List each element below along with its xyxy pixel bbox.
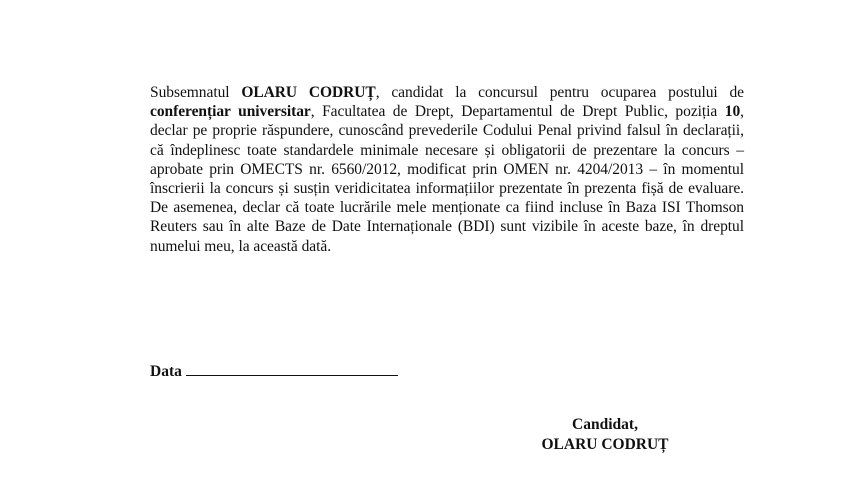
date-blank-line	[186, 361, 398, 376]
signature-name: OLARU CODRUȚ	[541, 436, 669, 453]
declaration-text-1: Subsemnatul	[150, 84, 242, 101]
date-line	[150, 361, 398, 381]
signature-role: Candidat,	[572, 416, 638, 433]
candidate-name: OLARU CODRUȚ	[241, 84, 376, 101]
declaration-text-3: , Facultatea de Drept, Departamentul de Drept Public, poziția	[310, 103, 725, 121]
date-label: Data	[150, 363, 182, 380]
signature-block	[520, 415, 690, 455]
declaration-paragraph	[150, 83, 744, 256]
declaration-text-4: , declar pe proprie răspundere, cunoscând prevederile Codului Penal privind falsul în declarații, că îndeplinesc toate standardele minimale necesare și obligatorii de prezentare la concurs – aprobate prin OMECTS nr. 6560/2012, modificat prin OMEN nr. 4204/2013 – în momentul înscrierii la concurs și susțin veridicitatea informațiilor prezentate în prezenta fișă de evaluare. De asemenea, declar că toate lucrările mele menționate ca fiind incluse în Baza ISI Thomson Reuters sau în alte Baze de Date Internaționale (BDI) sunt vizibile în aceste baze, în dreptul numelui meu, la această dată.	[150, 103, 744, 255]
position-number: 10	[724, 103, 741, 121]
position-title: conferențiar universitar	[150, 103, 311, 121]
declaration-text-2: , candidat la concursul pentru ocuparea postului de	[375, 84, 744, 101]
